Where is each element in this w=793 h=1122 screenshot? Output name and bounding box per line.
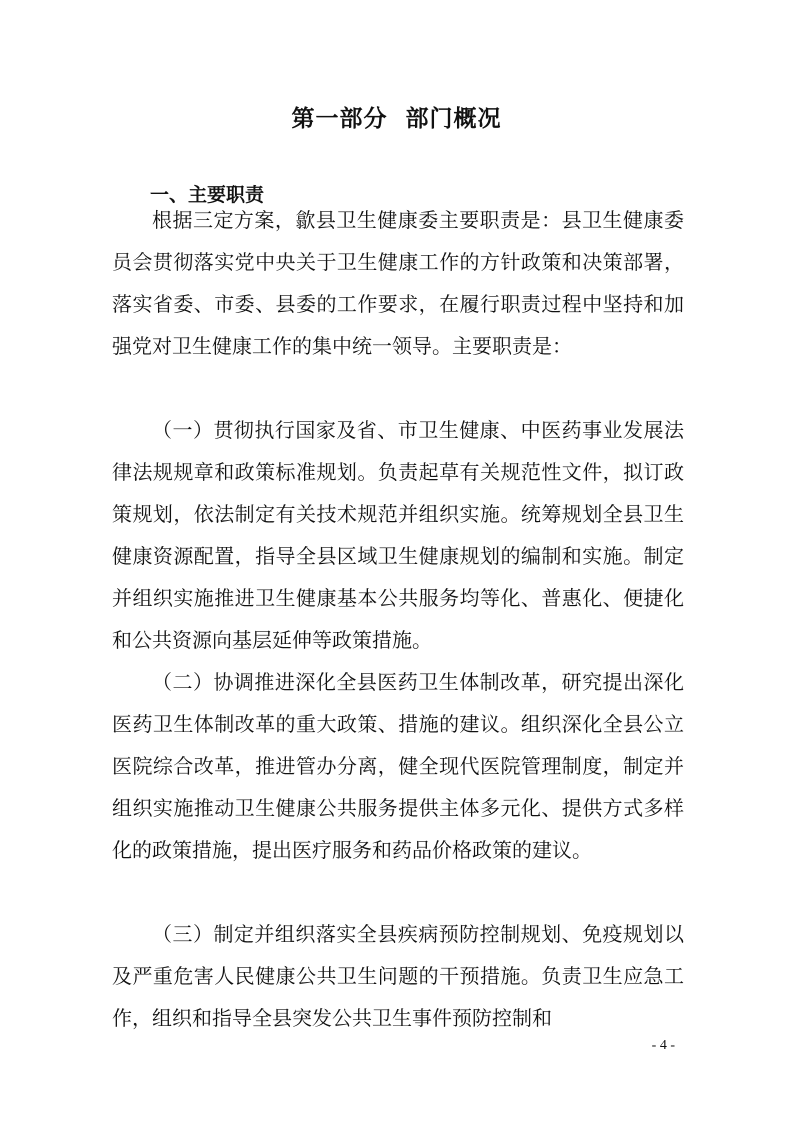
paragraph-intro: 根据三定方案，歙县卫生健康委主要职责是：县卫生健康委员会贯彻落实党中央关于卫生健康工作的方针政策和决策部署，落实省委、市委、县委的工作要求，在履行职责过程中坚持和加强党对卫生健康工作的集中统一领导。主要职责是： <box>112 208 684 358</box>
paragraph-duty-1: （一）贯彻执行国家及省、市卫生健康、中医药事业发展法律法规规章和政策标准规划。负责起草有关规范性文件，拟订政策规划，依法制定有关技术规范并组织实施。统筹规划全县卫生健康资源配置，指导全县区域卫生健康规划的编制和实施。制定并组织实施推进卫生健康基本公共服务均等化、普惠化、便捷化和公共资源向基层延伸等政策措施。 <box>112 418 684 652</box>
paragraph-duty-3: （三）制定并组织落实全县疾病预防控制规划、免疫规划以及严重危害人民健康公共卫生问题的干预措施。负责卫生应急工作，组织和指导全县突发公共卫生事件预防控制和 <box>112 922 684 1030</box>
paragraph-duty-2: （二）协调推进深化全县医药卫生体制改革，研究提出深化医药卫生体制改革的重大政策、措施的建议。组织深化全县公立医院综合改革，推进管办分离，健全现代医院管理制度，制定并组织实施推动卫生健康公共服务提供主体多元化、提供方式多样化的政策措施，提出医疗服务和药品价格政策的建议。 <box>112 670 684 862</box>
page-number: - 4 - <box>651 1038 675 1053</box>
section-heading: 一、主要职责 <box>150 184 265 206</box>
page-title: 第一部分 部门概况 <box>291 106 502 132</box>
